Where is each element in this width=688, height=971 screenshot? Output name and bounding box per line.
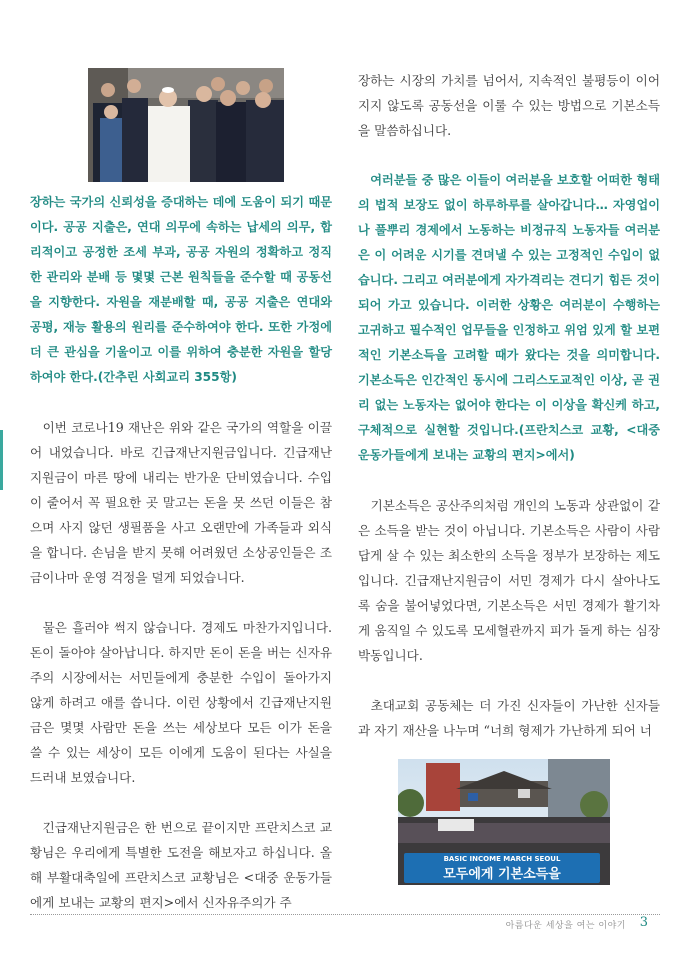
march-banner-top-text: BASIC INCOME MARCH SEOUL xyxy=(443,855,561,863)
left-paragraph-1: 이번 코로나19 재난은 위와 같은 국가의 역할을 이끌어 내었습니다. 바로 긴급재난지원금입니다. 긴급재난지원금이 마른 땅에 내리는 반가운 단비였습니다. 수입이 줄어서 꼭 필요한 곳 말고는 돈을 못 쓰던 이들은 참으며 사지 않던 생필품을 사고 오랜만에 가족들과 외식을 합니다. 손님을 받지 못해 어려웠던 소상공인들은 조금이나마 운영 걱정을 덜게 되었습니다. xyxy=(30,420,332,585)
footer-divider xyxy=(30,914,660,915)
basic-income-march-photo xyxy=(398,759,610,885)
page-number: 3 xyxy=(639,915,648,930)
march-banner-main-text: 모두에게 기본소득을 xyxy=(443,867,561,882)
right-paragraph-1: 장하는 시장의 가치를 넘어서, 지속적인 불평등이 이어지지 않도록 공동선을 이룰 수 있는 방법으로 기본소득을 말씀하십니다. xyxy=(358,73,660,138)
magazine-title: 아름다운 세상을 여는 이야기 xyxy=(505,921,626,931)
right-quote-paragraph: 여러분들 중 많은 이들이 여러분을 보호할 어떠한 형태의 법적 보장도 없이 하루하루를 살아갑니다… 자영업이나 풀뿌리 경제에서 노동하는 비정규직 노동자들 여러분은 이 어려운 시기를 견뎌낼 수 있는 고정적인 수입이 없습니다. 그리고 여러분에게 자가격리는 견디기 힘든 것이 되어 가고 있습니다. 이러한 상황은 여러분이 수행하는 고귀하고 필수적인 업무들을 인정하고 위엄 있게 할 보편적인 기본소득을 고려할 때가 왔다는 것을 의미합니다. 기본소득은 인간적인 동시에 그리스도교적인 이상, 곧 권리 없는 노동자는 없어야 한다는 이 이상을 확신케 하고, 구체적으로 실현할 것입니다.(프란치스코 교황, <대중 운동가들에게 보내는 교황의 편지>에서) xyxy=(358,173,660,462)
right-paragraph-3: 초대교회 공동체는 더 가진 신자들이 가난한 신자들과 자기 재산을 나누며 “너희 형제가 가난하게 되어 너 xyxy=(358,698,660,738)
right-column xyxy=(358,68,660,743)
left-paragraph-2: 물은 흘러야 썩지 않습니다. 경제도 마찬가지입니다. 돈이 돌아야 살아납니다. 하지만 돈이 돈을 버는 신자유주의 시장에서는 서민들에게 충분한 수입이 돌아가지 않게 하려고 애를 씁니다. 이런 상황에서 긴급재난지원금은 몇몇 사람만 돈을 쓰는 세상보다 모든 이가 돈을 쓸 수 있는 세상이 모든 이에게 도움이 된다는 사실을 드러내 보였습니다. xyxy=(30,620,332,785)
page-edge-marker xyxy=(0,430,3,490)
left-quote-paragraph: 장하는 국가의 신뢰성을 증대하는 데에 도움이 되기 때문이다. 공공 지출은, 연대 의무에 속하는 납세의 의무, 합리적이고 공정한 조세 부과, 공공 자원의 정확하고 정직한 관리와 분배 등 몇몇 근본 원칙들을 준수할 때 공동선을 지향한다. 자원을 재분배할 때, 공공 지출은 연대와 공평, 재능 활용의 원리를 준수하여야 한다. 또한 가정에 더 큰 관심을 기울이고 이를 위하여 충분한 자원을 할당하여야 한다.(간추린 사회교리 355항) xyxy=(30,195,332,384)
right-paragraph-2: 기본소득은 공산주의처럼 개인의 노동과 상관없이 같은 소득을 받는 것이 아닙니다. 기본소득은 사람이 사람답게 살 수 있는 최소한의 소득을 정부가 보장하는 제도입니다. 긴급재난지원금이 서민 경제가 다시 살아나도록 숨을 불어넣었다면, 기본소득은 서민 경제가 활기차게 움직일 수 있도록 모세혈관까지 피가 돌게 하는 심장박동입니다. xyxy=(358,498,660,663)
left-paragraph-3: 긴급재난지원금은 한 번으로 끝이지만 프란치스코 교황님은 우리에게 특별한 도전을 해보자고 하십니다. 올해 부활대축일에 프란치스코 교황님은 <대중 운동가들에게 보내는 교황의 편지>에서 신자유주의가 주 xyxy=(30,820,332,910)
pope-group-photo xyxy=(88,68,284,182)
left-column xyxy=(30,190,332,915)
